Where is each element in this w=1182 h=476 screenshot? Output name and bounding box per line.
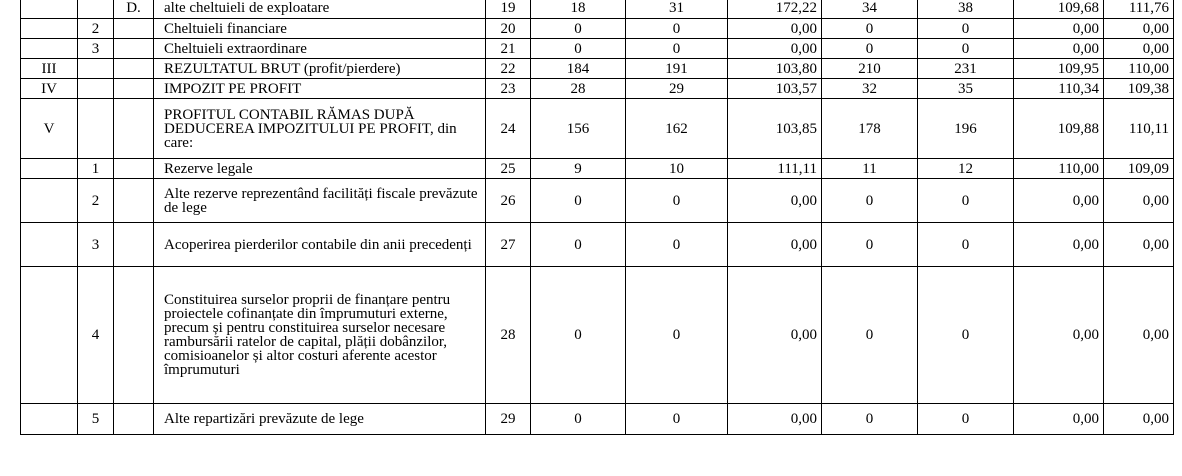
code-cell: 25 <box>486 159 531 179</box>
value-cell: 196 <box>918 99 1014 159</box>
sub-cell: 2 <box>78 179 114 223</box>
percent-cell: 109,09 <box>1104 159 1174 179</box>
roman-cell <box>21 267 78 404</box>
table-row <box>21 19 1174 39</box>
sub-cell <box>78 99 114 159</box>
value-cell: 0 <box>918 267 1014 404</box>
code-cell: 28 <box>486 267 531 404</box>
table-row <box>21 0 1174 19</box>
value-cell: 231 <box>918 59 1014 79</box>
percent-cell: 110,11 <box>1104 99 1174 159</box>
sub-cell <box>78 59 114 79</box>
percent-cell: 0,00 <box>1104 39 1174 59</box>
value-cell: 0 <box>626 19 728 39</box>
table-body <box>21 0 1174 435</box>
value-cell: 0 <box>822 267 918 404</box>
value-cell: 0 <box>822 404 918 435</box>
table-row <box>21 99 1174 159</box>
code-cell: 29 <box>486 404 531 435</box>
code-cell: 26 <box>486 179 531 223</box>
value-cell: 0 <box>626 179 728 223</box>
description-cell: Cheltuieli extraordinare <box>154 39 486 59</box>
letter-cell <box>114 179 154 223</box>
percent-cell: 0,00 <box>728 404 822 435</box>
value-cell: 184 <box>531 59 626 79</box>
table-row <box>21 79 1174 99</box>
value-cell: 28 <box>531 79 626 99</box>
value-cell: 12 <box>918 159 1014 179</box>
roman-cell <box>21 159 78 179</box>
table-row <box>21 179 1174 223</box>
description-cell: Acoperirea pierderilor contabile din anii precedenți <box>154 223 486 267</box>
roman-cell: IV <box>21 79 78 99</box>
letter-cell <box>114 159 154 179</box>
percent-cell: 110,00 <box>1014 159 1104 179</box>
sub-cell: 4 <box>78 267 114 404</box>
code-cell: 27 <box>486 223 531 267</box>
percent-cell: 0,00 <box>1104 267 1174 404</box>
value-cell: 0 <box>822 179 918 223</box>
letter-cell <box>114 223 154 267</box>
letter-cell <box>114 404 154 435</box>
value-cell: 0 <box>531 19 626 39</box>
value-cell: 0 <box>822 39 918 59</box>
sub-cell: 3 <box>78 39 114 59</box>
letter-cell <box>114 59 154 79</box>
roman-cell <box>21 404 78 435</box>
code-cell: 22 <box>486 59 531 79</box>
roman-cell: V <box>21 99 78 159</box>
value-cell: 156 <box>531 99 626 159</box>
description-cell: Alte rezerve reprezentând facilități fiscale prevăzute de lege <box>154 179 486 223</box>
percent-cell: 0,00 <box>728 19 822 39</box>
value-cell: 0 <box>822 19 918 39</box>
code-cell: 23 <box>486 79 531 99</box>
percent-cell: 0,00 <box>1014 404 1104 435</box>
percent-cell: 0,00 <box>1104 19 1174 39</box>
roman-cell <box>21 39 78 59</box>
description-cell: alte cheltuieli de exploatare <box>154 0 486 19</box>
percent-cell: 172,22 <box>728 0 822 19</box>
percent-cell: 109,88 <box>1014 99 1104 159</box>
roman-cell <box>21 19 78 39</box>
value-cell: 0 <box>918 39 1014 59</box>
percent-cell: 0,00 <box>1104 179 1174 223</box>
value-cell: 11 <box>822 159 918 179</box>
code-cell: 19 <box>486 0 531 19</box>
percent-cell: 0,00 <box>1014 19 1104 39</box>
value-cell: 29 <box>626 79 728 99</box>
percent-cell: 103,57 <box>728 79 822 99</box>
description-cell: Rezerve legale <box>154 159 486 179</box>
value-cell: 0 <box>822 223 918 267</box>
letter-cell <box>114 19 154 39</box>
value-cell: 0 <box>626 39 728 59</box>
roman-cell <box>21 0 78 19</box>
value-cell: 0 <box>918 179 1014 223</box>
sub-cell: 1 <box>78 159 114 179</box>
percent-cell: 0,00 <box>1014 179 1104 223</box>
description-cell: REZULTATUL BRUT (profit/pierdere) <box>154 59 486 79</box>
sub-cell <box>78 79 114 99</box>
roman-cell <box>21 179 78 223</box>
percent-cell: 0,00 <box>1014 267 1104 404</box>
percent-cell: 0,00 <box>728 179 822 223</box>
percent-cell: 0,00 <box>1014 223 1104 267</box>
percent-cell: 0,00 <box>1014 39 1104 59</box>
value-cell: 0 <box>918 404 1014 435</box>
value-cell: 10 <box>626 159 728 179</box>
table-row <box>21 267 1174 404</box>
code-cell: 20 <box>486 19 531 39</box>
percent-cell: 111,76 <box>1104 0 1174 19</box>
description-cell: IMPOZIT PE PROFIT <box>154 79 486 99</box>
percent-cell: 109,68 <box>1014 0 1104 19</box>
value-cell: 0 <box>918 19 1014 39</box>
value-cell: 191 <box>626 59 728 79</box>
value-cell: 0 <box>531 179 626 223</box>
letter-cell <box>114 99 154 159</box>
value-cell: 0 <box>626 223 728 267</box>
description-cell: Cheltuieli financiare <box>154 19 486 39</box>
value-cell: 0 <box>531 39 626 59</box>
code-cell: 24 <box>486 99 531 159</box>
description-cell: Alte repartizări prevăzute de lege <box>154 404 486 435</box>
table-row <box>21 59 1174 79</box>
value-cell: 0 <box>531 404 626 435</box>
percent-cell: 110,34 <box>1014 79 1104 99</box>
percent-cell: 0,00 <box>728 223 822 267</box>
percent-cell: 111,11 <box>728 159 822 179</box>
value-cell: 35 <box>918 79 1014 99</box>
code-cell: 21 <box>486 39 531 59</box>
value-cell: 162 <box>626 99 728 159</box>
percent-cell: 0,00 <box>1104 404 1174 435</box>
value-cell: 0 <box>531 267 626 404</box>
roman-cell <box>21 223 78 267</box>
description-cell: PROFITUL CONTABIL RĂMAS DUPĂ DEDUCEREA IMPOZITULUI PE PROFIT, din care: <box>154 99 486 159</box>
table-row <box>21 223 1174 267</box>
value-cell: 210 <box>822 59 918 79</box>
table-row <box>21 39 1174 59</box>
percent-cell: 109,95 <box>1014 59 1104 79</box>
value-cell: 9 <box>531 159 626 179</box>
percent-cell: 0,00 <box>728 39 822 59</box>
table-row <box>21 404 1174 435</box>
roman-cell: III <box>21 59 78 79</box>
sub-cell: 2 <box>78 19 114 39</box>
description-cell: Constituirea surselor proprii de finanțare pentru proiectele cofinanțate din împrumuturi externe, precum și pentru constituirea surselor necesare rambursării ratelor de capital, plății dobânzilor, comisioanelor și altor costuri aferente acestor împrumuturi <box>154 267 486 404</box>
value-cell: 38 <box>918 0 1014 19</box>
value-cell: 34 <box>822 0 918 19</box>
percent-cell: 0,00 <box>1104 223 1174 267</box>
value-cell: 0 <box>626 404 728 435</box>
value-cell: 0 <box>531 223 626 267</box>
sub-cell: 5 <box>78 404 114 435</box>
letter-cell <box>114 79 154 99</box>
percent-cell: 103,85 <box>728 99 822 159</box>
value-cell: 0 <box>626 267 728 404</box>
value-cell: 31 <box>626 0 728 19</box>
letter-cell: D. <box>114 0 154 19</box>
table-row <box>21 159 1174 179</box>
value-cell: 18 <box>531 0 626 19</box>
percent-cell: 110,00 <box>1104 59 1174 79</box>
percent-cell: 103,80 <box>728 59 822 79</box>
sub-cell <box>78 0 114 19</box>
value-cell: 0 <box>918 223 1014 267</box>
percent-cell: 0,00 <box>728 267 822 404</box>
percent-cell: 109,38 <box>1104 79 1174 99</box>
sub-cell: 3 <box>78 223 114 267</box>
letter-cell <box>114 267 154 404</box>
letter-cell <box>114 39 154 59</box>
financial-table <box>20 0 1174 435</box>
value-cell: 32 <box>822 79 918 99</box>
value-cell: 178 <box>822 99 918 159</box>
